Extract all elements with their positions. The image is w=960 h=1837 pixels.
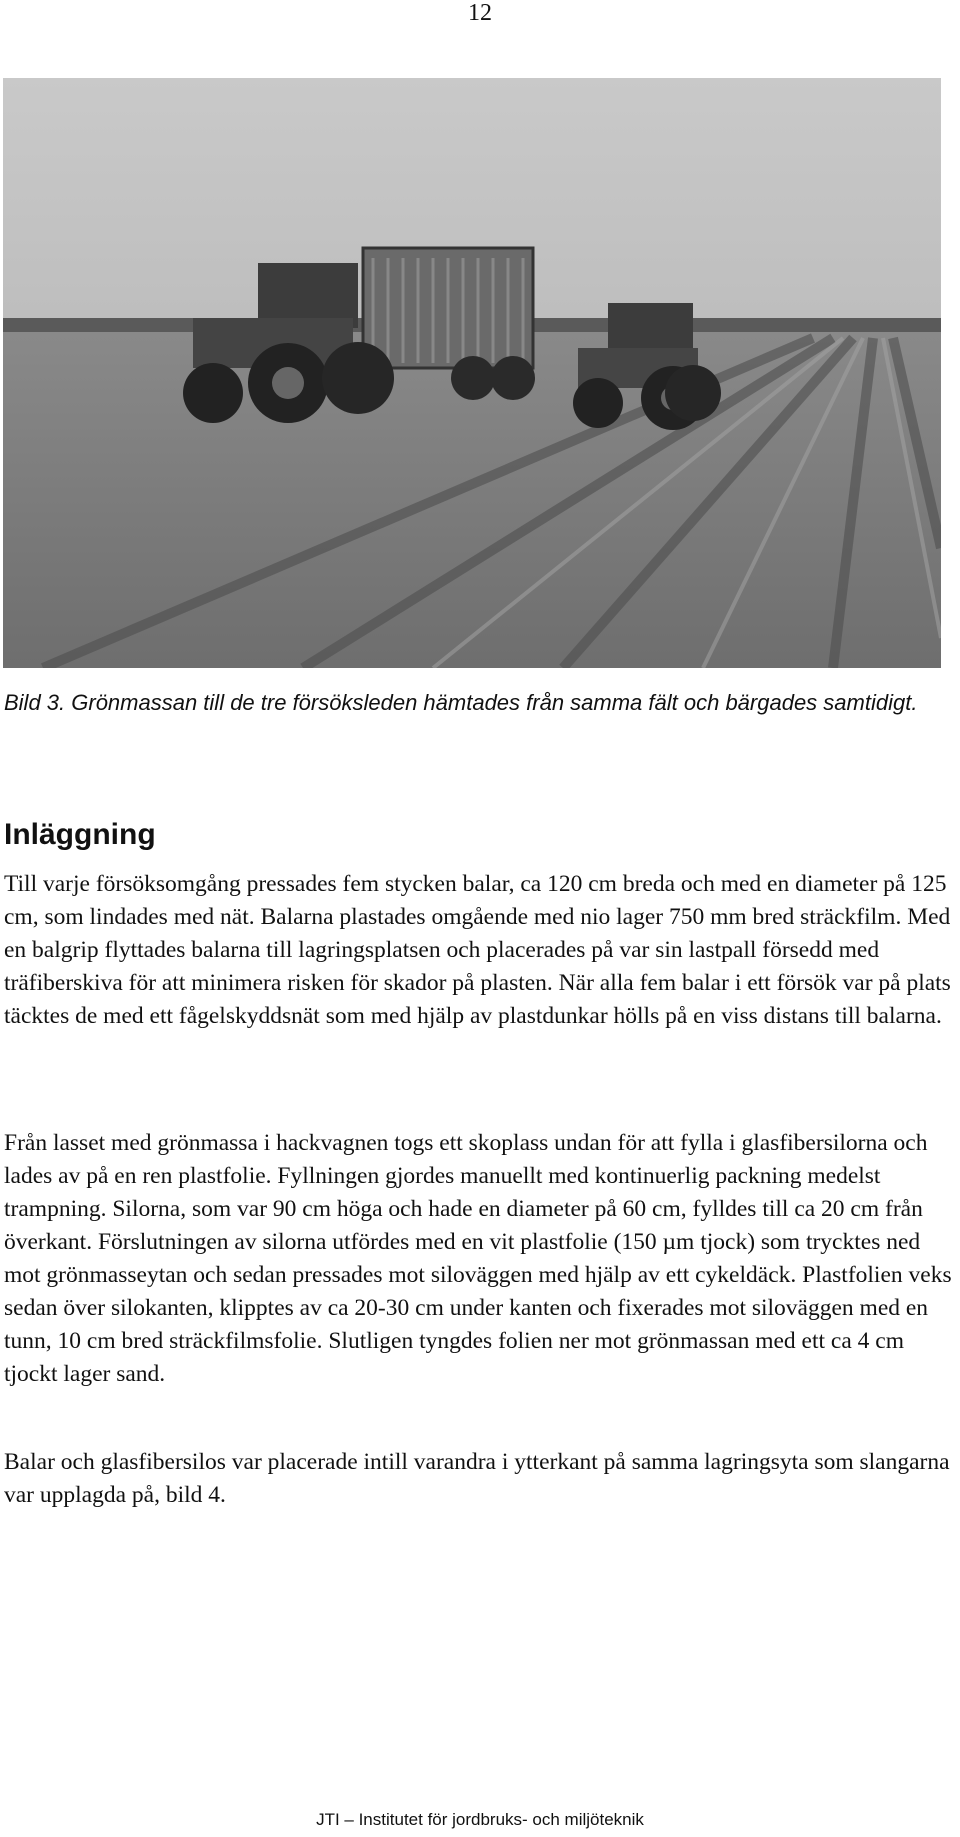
page-number: 12 (468, 0, 492, 26)
paragraph: Från lasset med grönmassa i hackvagnen togs ett skoplass undan för att fylla i glasfibersilorna och lades av på en ren plastfolie. Fyllningen gjordes manuellt med kontinuerlig packning medelst trampning. Silorna, som var 90 cm höga och hade en diameter på 60 cm, fylldes till ca 20 cm från överkant. Förslutningen av silorna utfördes med en vit plastfolie (150 µm tjock) som trycktes ned mot grönmasseytan och sedan pressades mot siloväggen med hjälp av ett cykeldäck. Plastfolien veks sedan över silokanten, klipptes av ca 20-30 cm under kanten och fixerades mot siloväggen med en tunn, 10 cm bred sträckfilmsfolie. Slutligen tyngdes folien ner mot grönmassan med ett ca 4 cm tjockt lager sand. (4, 1130, 952, 1387)
figure-caption: Bild 3. Grönmassan till de tre försöksleden hämtades från samma fält och bärgades samtidigt. (4, 690, 918, 715)
paragraph: Balar och glasfibersilos var placerade intill varandra i ytterkant på samma lagringsyta som slangarna var upplagda på, bild 4. (4, 1449, 950, 1508)
paragraph: Till varje försöksomgång pressades fem stycken balar, ca 120 cm breda och med en diameter på 125 cm, som lindades med nät. Balarna plastades omgående med nio lager 750 mm bred sträckfilm. Med en balgrip flyttades balarna till lagringsplatsen och placerades på var sin lastpall försedd med träfiberskiva för att minimera risken för skador på plasten. När alla fem balar i ett försök var på plats täcktes de med ett fågelskyddsnät som med hjälp av plastdunkar hölls på en viss distans till balarna. (4, 871, 951, 1029)
field-photo (3, 78, 941, 668)
page-footer: JTI – Institutet för jordbruks- och miljöteknik (316, 1810, 644, 1829)
tractor-field-photo-icon (3, 78, 941, 668)
section-heading: Inläggning (4, 818, 156, 851)
